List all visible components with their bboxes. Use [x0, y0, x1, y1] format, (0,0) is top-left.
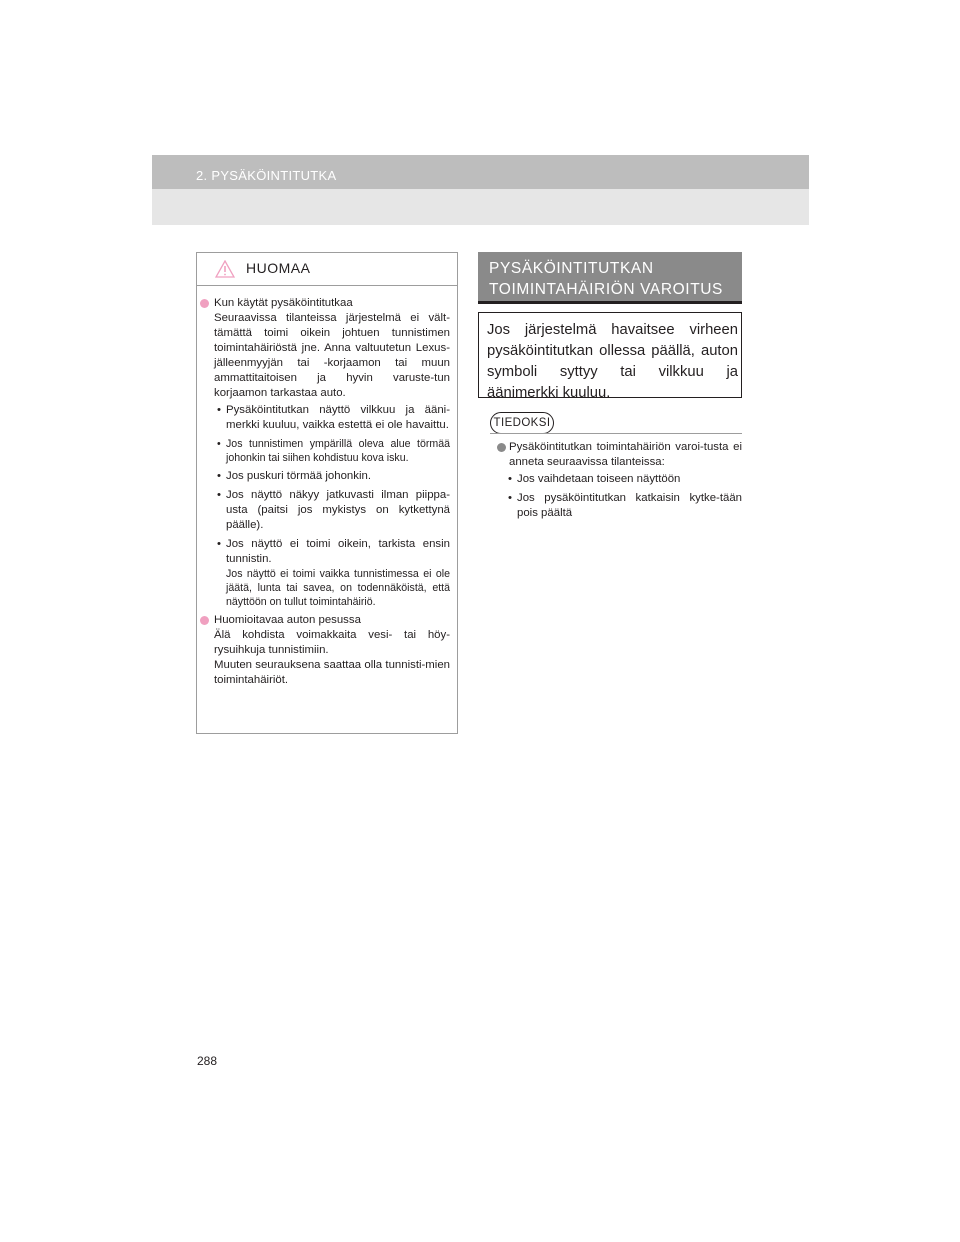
- page-header: [152, 155, 809, 225]
- divider: [490, 433, 742, 434]
- header-bar: [152, 155, 809, 189]
- caution-bullet-washing: [214, 613, 450, 688]
- caution-title: HUOMAA: [246, 260, 311, 276]
- topic-banner: [478, 252, 742, 304]
- caution-body: [197, 286, 457, 688]
- info-tag: TIEDOKSI: [490, 412, 554, 434]
- section-label: 2. PYSÄKÖINTITUTKA: [196, 168, 337, 183]
- warning-triangle-icon: [215, 260, 235, 278]
- bullet-text: Muuten seurauksena saattaa olla tunnisti-mien toimintahäiriöt.: [214, 659, 450, 686]
- info-bullet: [497, 440, 742, 521]
- topic-box: Jos järjestelmä havaitsee virheen pysäköintitutkan ollessa päällä, auton symboli syttyy tai vilkkuu ja äänimerkki kuuluu.: [478, 312, 742, 398]
- bullet-icon: [200, 616, 209, 625]
- topic-title-line2: TOIMINTAHÄIRIÖN VAROITUS: [489, 281, 723, 298]
- bullet-heading: Huomioitavaa auton pesussa: [214, 614, 361, 626]
- bullet-text: Älä kohdista voimakkaita vesi- tai höy-rysuihkuja tunnistimiin.: [214, 629, 450, 656]
- info-body: [497, 440, 742, 525]
- topic-title-line1: PYSÄKÖINTITUTKAN: [489, 260, 654, 277]
- list-item-note: Jos näyttö ei toimi vaikka tunnistimessa ei ole jäätä, lunta tai savea, on todennäköistä, että näyttöön on tullut toimintahäiriö.: [226, 568, 450, 608]
- list-item: • Jos näyttö ei toimi oikein, tarkista ensin tunnistin. Jos näyttö ei toimi vaikka tunnistimessa ei ole jäätä, lunta tai savea, on todennäköistä, että näyttöön on tullut toimintahäiriö.: [217, 538, 450, 608]
- list-item: • Jos tunnistimen ympärillä oleva alue törmää johonkin tai siihen kohdistuu kova isku.: [217, 438, 450, 464]
- caution-header: [197, 253, 457, 286]
- list-item: • Pysäköintitutkan näyttö vilkkuu ja ääni-merkki kuuluu, vaikka estettä ei ole havaittu.: [217, 404, 450, 431]
- list-item: • Jos vaihdetaan toiseen näyttöön: [508, 473, 681, 485]
- bullet-text: Seuraavissa tilanteissa järjestelmä ei vält-tämättä toimi oikein johtuen tunnistimen toimintahäiriöstä jne. Anna valtuutetun Lexus-jälleenmyyjän tai -korjaamon tai muun ammattitaitoisen ja hyvin varuste-tun korjaamon tarkastaa auto.: [214, 312, 450, 399]
- caution-bullet-parking: [214, 296, 450, 609]
- list-item: • Jos näyttö näkyy jatkuvasti ilman piippa-usta (paitsi jos mykistys on kytkettynä päälle).: [217, 489, 450, 531]
- page-number: 288: [197, 1054, 218, 1068]
- bullet-icon: [200, 299, 209, 308]
- caution-sub-list: [214, 403, 450, 609]
- list-item: • Jos puskuri törmää johonkin.: [217, 470, 371, 482]
- caution-box: [196, 252, 458, 734]
- list-item: • Jos pysäköintitutkan katkaisin kytke-tään pois päältä: [508, 492, 742, 519]
- bullet-icon: [497, 443, 506, 452]
- bullet-text: Pysäköintitutkan toimintahäiriön varoi-tusta ei anneta seuraavissa tilanteissa:: [509, 441, 742, 468]
- bullet-heading: Kun käytät pysäköintitutkaa: [214, 297, 353, 309]
- info-sub-list: [505, 472, 742, 521]
